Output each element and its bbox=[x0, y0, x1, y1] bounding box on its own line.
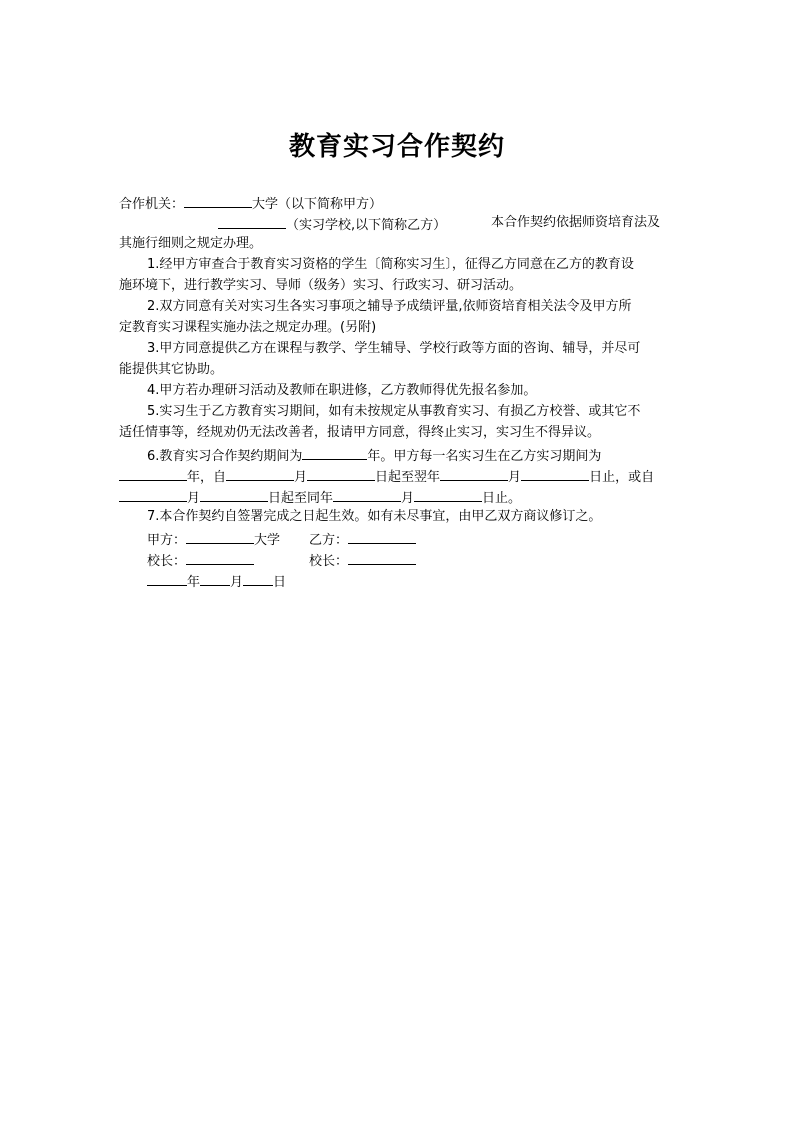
party-a-suffix: 大学 bbox=[254, 533, 281, 548]
school-line bbox=[218, 215, 446, 234]
clause-6-text-h: 月 bbox=[187, 491, 201, 506]
date-month-label: 月 bbox=[230, 575, 244, 590]
school-blank bbox=[218, 215, 286, 229]
page-title: 教育实习合作契约 bbox=[288, 132, 505, 162]
party-b-label: 乙方： bbox=[309, 533, 349, 548]
principal-b-label: 校长： bbox=[309, 554, 349, 569]
principal-a-label: 校长： bbox=[147, 554, 187, 569]
school-suffix: （实习学校,以下简称乙方） bbox=[286, 218, 447, 233]
clause-6-text-j: 月 bbox=[401, 491, 415, 506]
period-years-blank bbox=[119, 467, 187, 481]
date-day-label: 日 bbox=[273, 575, 287, 590]
clause-6-line-2 bbox=[119, 467, 654, 486]
clause-4-line-1: 4.甲方若办理研习活动及教师在职进修，乙方教师得优先报名参加。 bbox=[147, 383, 537, 398]
date-year-blank bbox=[147, 572, 187, 586]
intro-continuation: 其施行细则之规定办理。 bbox=[119, 236, 263, 251]
party-line bbox=[119, 194, 382, 213]
clause-5-line-2: 适任情事等，经规劝仍无法改善者，报请甲方同意，得终止实习，实习生不得异议。 bbox=[119, 425, 601, 440]
clause-6-text-d: 月 bbox=[294, 470, 308, 485]
clause-7-line-1: 7.本合作契约自签署完成之日起生效。如有未尽事宜，由甲乙双方商议修订之。 bbox=[147, 509, 602, 524]
clause-3-line-1: 3.甲方同意提供乙方在课程与教学、学生辅导、学校行政等方面的咨询、辅导，并尽可 bbox=[147, 341, 641, 356]
clause-6-text-i: 日起至同年 bbox=[268, 491, 334, 506]
start-month-blank bbox=[226, 467, 294, 481]
university-blank bbox=[184, 194, 252, 208]
clause-6-text-k: 日止。 bbox=[482, 491, 522, 506]
party-suffix: 大学（以下简称甲方） bbox=[252, 197, 383, 212]
alt-end-day-blank bbox=[414, 488, 482, 502]
clause-1-line-1: 1.经甲方审查合于教育实习资格的学生〔简称实习生〕，征得乙方同意在乙方的教育设 bbox=[147, 257, 634, 272]
term-years-blank bbox=[302, 446, 367, 460]
date-day-blank bbox=[243, 572, 273, 586]
party-b-signature bbox=[309, 530, 416, 549]
clause-6-line-1 bbox=[147, 446, 601, 465]
end-month-blank bbox=[440, 467, 508, 481]
alt-end-month-blank bbox=[333, 488, 401, 502]
party-a-signature bbox=[147, 530, 280, 549]
clause-6-text-e: 日起至翌年 bbox=[375, 470, 441, 485]
clause-6-text-b: 年。甲方每一名实习生在乙方实习期间为 bbox=[367, 449, 602, 464]
date-year-label: 年 bbox=[187, 575, 201, 590]
clause-1-line-2: 施环境下，进行教学实习、导师（级务）实习、行政实习、研习活动。 bbox=[119, 278, 523, 293]
principal-b-blank bbox=[348, 551, 416, 565]
date-month-blank bbox=[200, 572, 230, 586]
clause-6-text-g: 日止，或自 bbox=[589, 470, 655, 485]
principal-b-signature bbox=[309, 551, 416, 570]
alt-start-day-blank bbox=[200, 488, 268, 502]
party-a-blank bbox=[186, 530, 254, 544]
alt-start-month-blank bbox=[119, 488, 187, 502]
intro-text: 本合作契约依据师资培育法及 bbox=[491, 215, 661, 230]
clause-2-line-2: 定教育实习课程实施办法之规定办理。(另附) bbox=[119, 320, 377, 335]
party-b-blank bbox=[348, 530, 416, 544]
end-day-blank bbox=[521, 467, 589, 481]
signing-date bbox=[147, 572, 286, 591]
party-label: 合作机关： bbox=[119, 197, 185, 212]
start-day-blank bbox=[307, 467, 375, 481]
clause-6-text-a: 6.教育实习合作契约期间为 bbox=[147, 449, 303, 464]
principal-a-blank bbox=[186, 551, 254, 565]
clause-6-line-3 bbox=[119, 488, 521, 507]
principal-a-signature bbox=[147, 551, 254, 570]
party-a-label: 甲方： bbox=[147, 533, 187, 548]
clause-6-text-c: 年，自 bbox=[187, 470, 227, 485]
clause-3-line-2: 能提供其它协助。 bbox=[119, 362, 224, 377]
clause-2-line-1: 2.双方同意有关对实习生各实习事项之辅导予成绩评量,依师资培育相关法令及甲方所 bbox=[147, 299, 632, 314]
clause-5-line-1: 5.实习生于乙方教育实习期间，如有未按规定从事教育实习、有损乙方校誉、或其它不 bbox=[147, 404, 641, 419]
clause-6-text-f: 月 bbox=[508, 470, 522, 485]
